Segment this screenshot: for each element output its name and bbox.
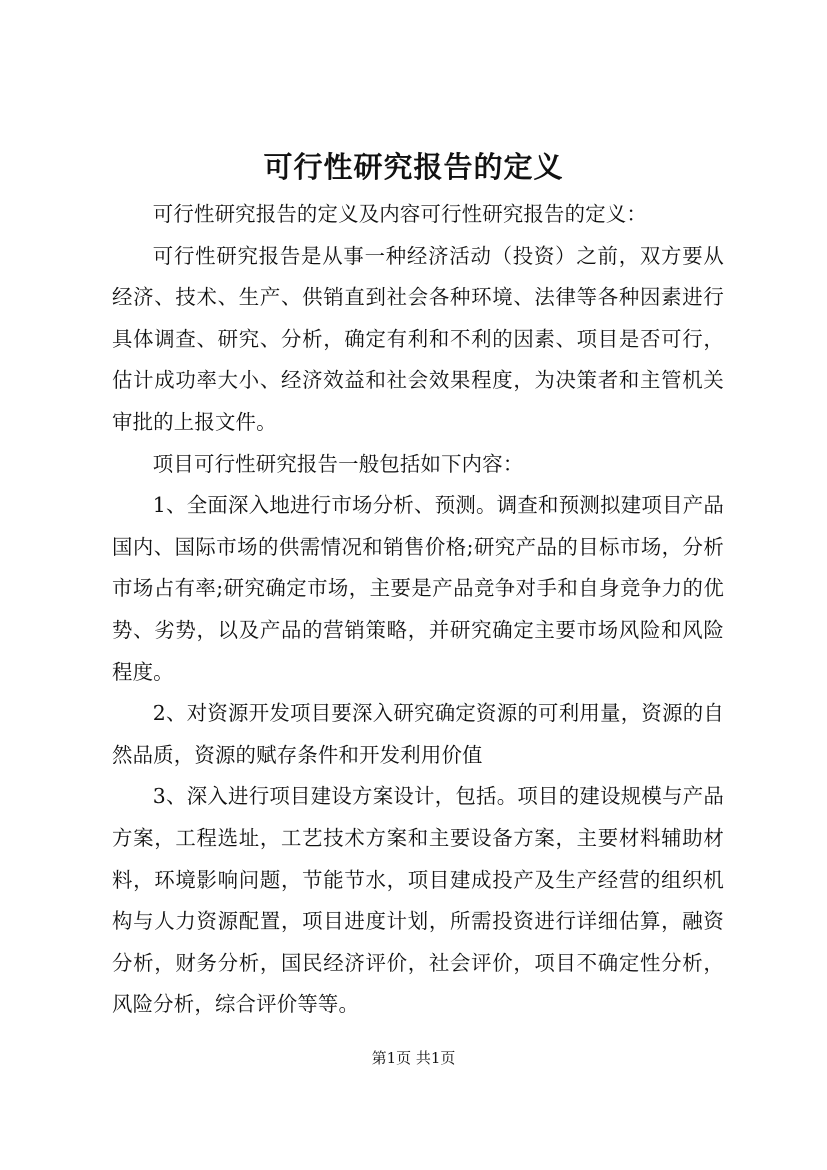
document-title: 可行性研究报告的定义 [263,150,564,184]
paragraph-item-1: 1、全面深入地进行市场分析、预测。调查和预测拟建项目产品国内、国际市场的供需情况和销售价格;研究产品的目标市场，分析市场占有率;研究确定市场，主要是产品竞争对手和自身竞争力的优势、劣势，以及产品的营销策略，并研究确定主要市场风险和风险程度。 [112,493,724,684]
paragraph-item-3: 3、深入进行项目建设方案设计，包括。项目的建设规模与产品方案，工程选址，工艺技术方案和主要设备方案，主要材料辅助材料，环境影响问题，节能节水，项目建成投产及生产经营的组织机构与人力资源配置，项目进度计划，所需投资进行详细估算，融资分析，财务分析，国民经济评价，社会评价，项目不确定性分析，风险分析，综合评价等等。 [112,784,724,1017]
page-footer: 第1页 共1页 [371,1049,456,1067]
paragraph-contents-heading: 项目可行性研究报告一般包括如下内容： [152,451,524,476]
paragraph-definition: 可行性研究报告是从事一种经济活动（投资）之前，双方要从经济、技术、生产、供销直到社会各种环境、法律等各种因素进行具体调查、研究、分析，确定有利和不利的因素、项目是否可行，估计成功率大小、经济效益和社会效果程度，为决策者和主管机关审批的上报文件。 [112,243,724,434]
document-body [112,194,724,1026]
paragraph-intro: 可行性研究报告的定义及内容可行性研究报告的定义： [152,202,647,226]
paragraph-item-2: 2、对资源开发项目要深入研究确定资源的可利用量，资源的自然品质，资源的赋存条件和开发利用价值 [112,701,724,767]
